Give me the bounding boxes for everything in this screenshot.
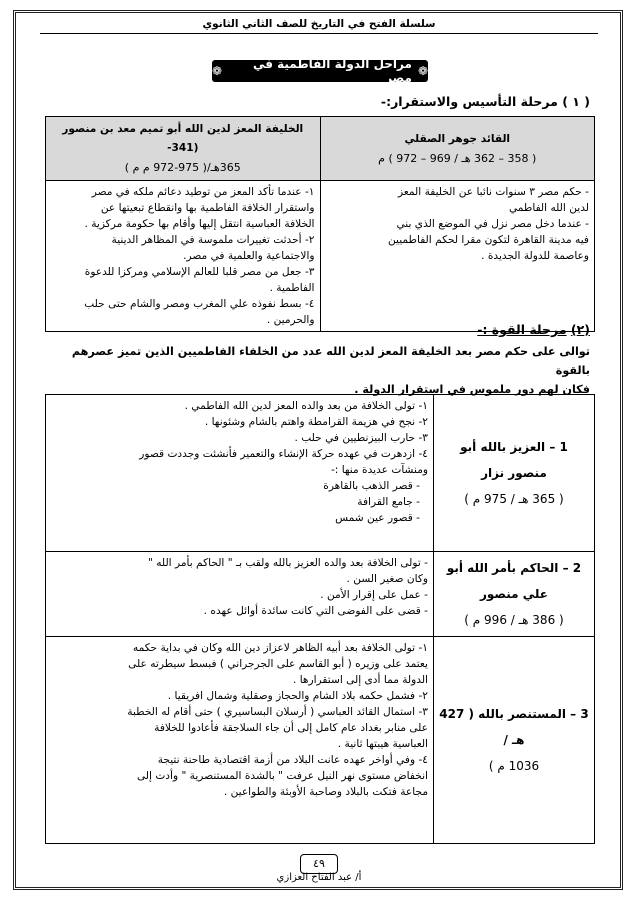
series-title: سلسلة الفتح في التاريخ للصف الثاني الثانوي [202, 18, 436, 30]
text-line: ٤- وفي أواخر عهده عانت البلاد من أزمة اقتصادية طاحنة نتيجة [157, 754, 428, 766]
jawhar-details [320, 181, 595, 332]
author-credit: أ/ عبد الفتاح العزازي [276, 872, 362, 883]
text-line: والحرمين . [266, 314, 315, 326]
caliph-name: 3 – المستنصر بالله ( 427 هـ / [439, 707, 589, 747]
text-line: وعاصمة للدولة الجديدة . [481, 250, 589, 262]
text-line: - عندما دخل مصر نزل في الموضع الذي بني [396, 218, 589, 230]
muizz-title: الخليفة المعز لدين الله أبو تميم معد بن منصور (341- [62, 123, 304, 154]
caliph-name-cell [434, 552, 595, 637]
text-line: ٢- نجح في هزيمة القرامطة واهتم بالشام وشئونها . [204, 416, 428, 428]
strength-intro [40, 342, 590, 399]
founding-table [45, 116, 595, 332]
text-line: - تولى الخلافة بعد والده العزيز بالله ولقب بـ " الحاكم بأمر الله " [148, 557, 428, 569]
text-line: العباسية هيبتها ثانية . [337, 738, 428, 750]
muizz-dates: 365هـ/( 975-972 م م ) [124, 161, 241, 174]
muizz-details [46, 181, 321, 332]
table-row [46, 552, 595, 637]
caliph-details [46, 395, 434, 552]
gear-flower-icon: ❁ [417, 64, 428, 78]
text-line: ٢- فشمل حكمه بلاد الشام والحجاز وصقلية وشمال افريقيا . [167, 690, 428, 702]
text-line: فيه مدينة القاهرة لتكون مقرا لحكم الفاطميين [387, 234, 589, 246]
page-number: ٤٩ [300, 854, 338, 874]
text-line: وكان صغير السن . [346, 573, 428, 585]
text-line: - قضى على الفوضى التي كانت سائدة أوائل عهده . [203, 605, 428, 617]
text-line: - حكم مصر ٣ سنوات نائبا عن الخليفة المعز [397, 186, 589, 198]
caliph-details [46, 637, 434, 844]
caliph-details [46, 552, 434, 637]
table-row [46, 637, 595, 844]
header-divider [40, 33, 598, 34]
text-line: مجاعة فتكت بالبلاد وصاحبة الأوبئة والطواعين . [223, 786, 428, 798]
text-line: الخلافة العباسية انتقل إليها وأقام بها حكومة مركزية . [84, 218, 315, 230]
text-line: انخفاض مستوى نهر النيل عرفت " بالشدة المستنصرية " وأدت إلى [136, 770, 428, 782]
section1-number: ( ١ ) [562, 94, 590, 109]
text-line: - قصور عين شمس [335, 512, 420, 524]
text-line: توالى على حكم مصر بعد الخليفة المعز لدين الله عدد من الخلفاء الفاطميين الذين تميز عصرهم بالقوة [71, 345, 590, 377]
caliph-name: 2 – الحاكم بأمر الله أبو علي منصور [446, 561, 582, 601]
table-row [46, 395, 595, 552]
jawhar-title: القائد جوهر الصقلي [404, 132, 511, 145]
caliph-dates: ( 386 هـ / 996 م ) [464, 613, 564, 627]
jawhar-dates: ( 358 – 362 هـ / 969 – 972 ) م [378, 151, 537, 165]
section-banner [212, 57, 428, 85]
text-line: ١- تولى الخلافة بعد أبيه الظاهر لاعزاز دين الله وكان في بداية حكمه [132, 642, 428, 654]
text-line: والاجتماعية والعلمية في مصر. [183, 250, 315, 262]
text-line: الفاطمية . [269, 282, 315, 294]
text-line: ١- تولى الخلافة من بعد والده المعز لدين الله الفاطمي . [184, 400, 428, 412]
text-line: ٢- أحدثت تغييرات ملموسة في المظاهر الدينية [111, 234, 315, 246]
section1-title: مرحلة التأسيس والاستقرار:- [380, 94, 558, 109]
gear-flower-icon: ❁ [212, 64, 223, 78]
text-line: - قصر الذهب بالقاهرة [323, 480, 420, 492]
text-line: - عمل على إقرار الأمن . [320, 589, 428, 601]
text-line: يعتمد على وزيره ( أبو القاسم على الجرجراني ) فبسط سيطرته على [128, 658, 428, 670]
caliph-name-cell [434, 637, 595, 844]
section2-title: مرحلة القوة :- [477, 322, 567, 337]
caliph-name-cell [434, 395, 595, 552]
text-line: ٤- ازدهرت في عهده حركة الإنشاء والتعمير فأنشئت وجددت قصور [139, 448, 428, 460]
caliph-dates: 1036 م ) [488, 759, 540, 773]
caliphs-table [45, 394, 595, 844]
text-line: فكان لهم دور ملموس في استقرار الدولة . [354, 383, 590, 396]
jawhar-header [320, 117, 595, 181]
section2-number: (٢) [570, 322, 590, 337]
text-line: واستقرار الخلافة الفاطمية بها وانقطاع تبعيتها عن [100, 202, 315, 214]
caliph-dates: ( 365 هـ / 975 م ) [464, 492, 564, 506]
text-line: لدين الله الفاطمي [508, 202, 589, 214]
muizz-header [46, 117, 321, 181]
text-line: ومنشآت عديدة منها :- [330, 464, 428, 476]
text-line: ٣- استمال القائد العباسي ( أرسلان البساسيري ) حتى أقام له الخطبة [127, 706, 428, 718]
text-line: ٤- بسط نفوذه علي المغرب ومصر والشام حتى حلب [84, 298, 315, 310]
text-line: ٣- حارب البيزنطيين في حلب . [294, 432, 428, 444]
text-line: ١- عندما تأكد المعز من توطيد دعائم ملكه في مصر [91, 186, 315, 198]
section1-heading [381, 94, 590, 109]
text-line: الدولة مما أدى إلى استقرارها . [292, 674, 428, 686]
text-line: على منابر بغداد عام كامل إلى أن جاء السلاجقة فأعادوا للخلافة [154, 722, 428, 734]
banner-title: مراحل الدولة الفاطمية في مصر [252, 57, 412, 85]
text-line: ٣- جعل من مصر قلبا للعالم الإسلامي ومركزا للدعوة [84, 266, 315, 278]
section2-heading [477, 322, 590, 337]
text-line: - جامع القرافة [357, 496, 420, 508]
caliph-name: 1 – العزيز بالله أبو منصور نزار [460, 440, 568, 480]
